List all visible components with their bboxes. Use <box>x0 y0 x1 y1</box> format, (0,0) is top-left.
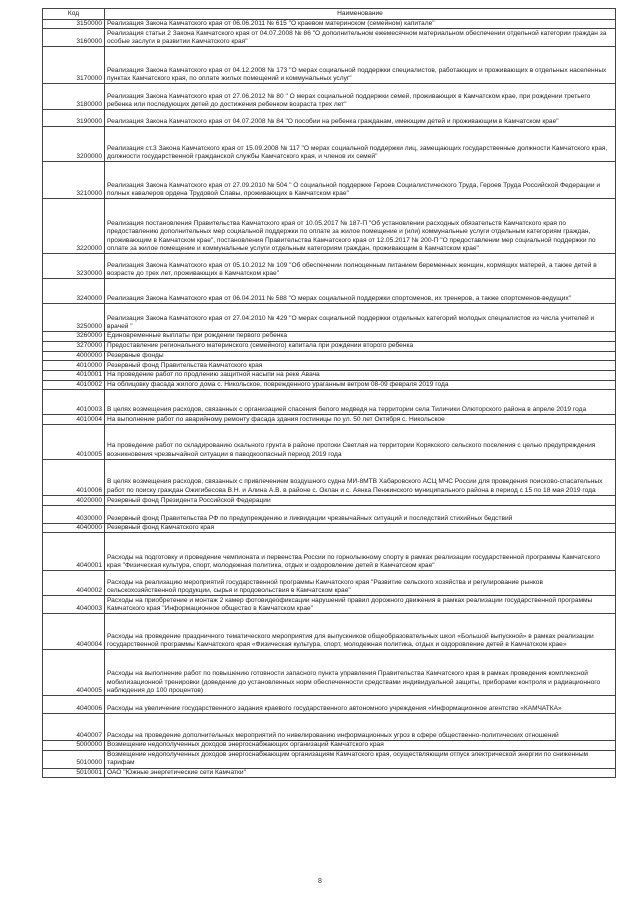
row-name-cell: Расходы на проведение праздничного тематического мероприятия для выпускников общеобразовательных школ «Большой выпускной» в рамках реализации государственной программы Камчатского края «Физическая культура, спорт, молодежная политика, отдых и оздоровление детей в Камчатском крае» <box>105 614 616 650</box>
row-name-cell: Расходы на подготовку и проведение чемпионата и первенства России по горнолыжному спорту в рамках реализации государственной программы Камчатского края "Физическая культура, спорт, молодежная политика, отдых и оздоровление детей в Камчатском крае" <box>105 533 616 571</box>
table-row <box>43 696 616 714</box>
row-code-cell: 3160000 <box>43 29 105 47</box>
row-code-cell: 4040001 <box>43 533 105 571</box>
table-row <box>43 750 616 768</box>
row-code-cell: 3270000 <box>43 341 105 351</box>
row-name-cell: Единовременные выплаты при рождении первого ребенка <box>105 332 616 341</box>
row-code-cell: 4030000 <box>43 506 105 524</box>
row-name-cell: Резервные фонды <box>105 351 616 360</box>
row-code-cell: 4020000 <box>43 496 105 506</box>
table-row <box>43 571 616 596</box>
row-name-cell: На облицовку фасада жилого дома с. Никольское, поврежденного ураганным ветром 08-09 февраля 2019 года <box>105 380 616 389</box>
table-row <box>43 415 616 425</box>
name-column-header: Наименование <box>105 9 616 20</box>
row-code-cell: 3220000 <box>43 199 105 254</box>
table-header-row <box>43 9 616 20</box>
row-code-cell: 4040003 <box>43 596 105 614</box>
table-row <box>43 506 616 524</box>
row-code-cell: 3200000 <box>43 127 105 162</box>
row-name-cell: Резервный фонд Камчатского края <box>105 524 616 533</box>
row-name-cell: Расходы на приобретение и монтаж 2 камер фотовидеофиксации нарушений правил дорожного движения в рамках реализации государственной программы Камчатского края "Информационное общество в Камчатском крае" <box>105 596 616 614</box>
table-row <box>43 714 616 741</box>
budget-code-table-sheet <box>42 8 616 778</box>
table-row <box>43 361 616 371</box>
table-row <box>43 614 616 650</box>
row-name-cell: Реализация ст.3 Закона Камчатского края от 15.09.2008 № 117 "О мерах социальной поддержки лиц, замещающих государственные должности Камчатского края, должности государственной гражданской службы Камчатского края, и членов их семей" <box>105 127 616 162</box>
row-code-cell: 4040002 <box>43 571 105 596</box>
row-name-cell: Реализация статьи 2 Закона Камчатского края от 04.07.2008 № 86 "О дополнительном ежемесячном материальном обеспечении отдельной категории граждан за особые заслуги в развитии Камчатского края" <box>105 29 616 47</box>
row-code-cell: 4010000 <box>43 361 105 371</box>
table-row <box>43 20 616 29</box>
row-code-cell: 4000000 <box>43 351 105 360</box>
row-code-cell: 4040006 <box>43 696 105 714</box>
row-name-cell: На проведение работ по продлению защитной насыпи на реке Авача <box>105 371 616 380</box>
row-name-cell: Резервный фонд Правительства Камчатского края <box>105 361 616 371</box>
row-code-cell: 3240000 <box>43 279 105 304</box>
row-name-cell: Возмещение недополученных доходов энергоснабжающих организаций Камчатского края <box>105 741 616 750</box>
row-code-cell: 3260000 <box>43 332 105 341</box>
row-code-cell: 3180000 <box>43 84 105 110</box>
table-row <box>43 332 616 341</box>
table-row <box>43 254 616 279</box>
table-row <box>43 304 616 332</box>
row-name-cell: Реализация Закона Камчатского края от 27.09.2010 № 504 " О социальной поддержке Героев Социалистического Труда, Героев Труда Российской Федерации и полных кавалеров ордена Трудовой Славы, проживающих в Камчатском крае" <box>105 162 616 199</box>
table-row <box>43 47 616 84</box>
table-body <box>43 20 616 778</box>
table-row <box>43 110 616 127</box>
row-name-cell: Расходы на увеличение государственного задания краевого государственного автономного учреждения «Информационное агентство «КАМЧАТКА» <box>105 696 616 714</box>
row-name-cell: Расходы на проведение дополнительных мероприятий по нивелированию информационных угроз в сфере общественно-политических отношений <box>105 714 616 741</box>
page-number: 8 <box>318 878 322 885</box>
table-row <box>43 425 616 460</box>
row-name-cell: Расходы на выполнение работ по повышению готовности запасного пункта управления Правительства Камчатского края в рамках проведения комплексной мобилизационной тренировки (доведение до установленных норм обеспеченности средствами индивидуальной защиты, приборами контроля и радиационного наблюдения до 100 процентов) <box>105 650 616 696</box>
table-row <box>43 460 616 496</box>
row-code-cell: 3210000 <box>43 162 105 199</box>
row-name-cell: Расходы на реализацию мероприятий государственной программы Камчатского края "Развитие сельского хозяйства и регулирование рынков сельскохозяйственной продукции, сырья и продовольствия в Камчатском крае" <box>105 571 616 596</box>
table-row <box>43 768 616 777</box>
table-row <box>43 380 616 389</box>
table-row <box>43 29 616 47</box>
row-name-cell: Реализация Закона Камчатского края от 27.06.2012 № 80 " О мерах социальной поддержки семей, проживающих в Камчатском крае, при рождении третьего ребенка или последующих детей до достижения ребенком возраста трех лет" <box>105 84 616 110</box>
table-row <box>43 341 616 351</box>
table-row <box>43 596 616 614</box>
table-row <box>43 524 616 533</box>
row-name-cell: Реализация постановления Правительства Камчатского края от 10.05.2017 № 187-П "Об установлении расходных обязательств Камчатского края по предоставлению дополнительных мер социальной поддержки по оплате за жилое помещение и (или) коммунальные услуги отдельным категориям граждан, проживающим в Камчатском крае", постановления Правительства Камчатского края от 12.05.2017 № 200-П "О предоставлении мер социальной поддержки по оплате за жилое помещение и коммунальные услуги отдельным категориям граждан, проживающим в Камчатском крае" <box>105 199 616 254</box>
row-name-cell: Реализация Закона Камчатского края от 04.12.2008 № 173 "О мерах социальной поддержки специалистов, работающих и проживающих в отдельных населенных пунктах Камчатского края, по оплате жилых помещений и коммунальных услуг" <box>105 47 616 84</box>
row-code-cell: 4010003 <box>43 390 105 415</box>
table-row <box>43 279 616 304</box>
row-code-cell: 4040005 <box>43 650 105 696</box>
row-name-cell: ОАО "Южные энергетические сети Камчатки" <box>105 768 616 777</box>
row-code-cell: 5000000 <box>43 741 105 750</box>
row-name-cell: Резервный фонд Президента Российской Федерации <box>105 496 616 506</box>
row-code-cell: 4040007 <box>43 714 105 741</box>
row-name-cell: Реализация Закона Камчатского края от 06.04.2011 № 588 "О мерах социальной поддержки спортсменов, их тренеров, а также спортсменов-ведущих" <box>105 279 616 304</box>
row-code-cell: 3250000 <box>43 304 105 332</box>
table-row <box>43 371 616 380</box>
table-row <box>43 84 616 110</box>
budget-code-table <box>42 8 616 778</box>
row-name-cell: Предоставление регионального материнского (семейного) капитала при рождении второго ребенка <box>105 341 616 351</box>
table-row <box>43 162 616 199</box>
row-code-cell: 5010000 <box>43 750 105 768</box>
row-code-cell: 3170000 <box>43 47 105 84</box>
row-name-cell: На проведение работ по складированию скального грунта в районе протоки Светлая на территории Корякского сельского поселения с целью предупреждения возникновения чрезвычайной ситуации в паводкоопасный период 2019 года <box>105 425 616 460</box>
row-code-cell: 4040004 <box>43 614 105 650</box>
row-name-cell: Возмещение недополученных доходов энергоснабжающим организациям Камчатского края, осуществляющим отпуск электрической энергии по сниженным тарифам <box>105 750 616 768</box>
table-row <box>43 496 616 506</box>
table-row <box>43 533 616 571</box>
row-name-cell: Реализация Закона Камчатского края от 04.07.2008 № 84 "О пособии на ребенка гражданам, имеющим детей и проживающим в Камчатском крае" <box>105 110 616 127</box>
row-code-cell: 4010002 <box>43 380 105 389</box>
row-name-cell: Резервный фонд Правительства РФ по предупреждению и ликвидации чрезвычайных ситуаций и последствий стихийных бедствий <box>105 506 616 524</box>
row-name-cell: В целях возмещения расходов, связанных с организацией спасения белого медведя на территории села Тиличики Олюторского района в апреле 2019 года <box>105 390 616 415</box>
row-name-cell: Реализация Закона Камчатского края от 06.06.2011 № 615 "О краевом материнском (семейном) капитале" <box>105 20 616 29</box>
table-row <box>43 741 616 750</box>
table-row <box>43 390 616 415</box>
row-name-cell: На выполнение работ по аварийному ремонту фасада здания гостиницы по ул. 50 лет Октября с. Никольское <box>105 415 616 425</box>
row-code-cell: 4010001 <box>43 371 105 380</box>
code-column-header: Код <box>43 9 105 20</box>
row-code-cell: 4040000 <box>43 524 105 533</box>
row-code-cell: 5010001 <box>43 768 105 777</box>
row-code-cell: 3190000 <box>43 110 105 127</box>
row-code-cell: 4010004 <box>43 415 105 425</box>
table-row <box>43 127 616 162</box>
table-row <box>43 199 616 254</box>
row-code-cell: 4010006 <box>43 460 105 496</box>
row-name-cell: В целях возмещения расходов, связанных с привлечением воздушного судна МИ-8МТВ Хабаровского АСЦ МЧС России для проведения поисково-спасательных работ по поиску граждан Ожигибесова В.Н. и Алина А.В. в районе с. Оклан и с. Аянка Пенжинского муниципального района в период с 15 по 18 мая 2019 года <box>105 460 616 496</box>
row-name-cell: Реализация Закона Камчатского края от 27.04.2010 № 429 "О мерах социальной поддержки отдельных категорий молодых специалистов из числа учителей и врачей " <box>105 304 616 332</box>
row-name-cell: Реализация Закона Камчатского края от 05.10.2012 № 109 "Об обеспечении полноценным питанием беременных женщин, кормящих матерей, а также детей в возрасте до трех лет, проживающих в Камчатском крае" <box>105 254 616 279</box>
table-row <box>43 650 616 696</box>
table-row <box>43 351 616 360</box>
row-code-cell: 3150000 <box>43 20 105 29</box>
row-code-cell: 3230000 <box>43 254 105 279</box>
row-code-cell: 4010005 <box>43 425 105 460</box>
